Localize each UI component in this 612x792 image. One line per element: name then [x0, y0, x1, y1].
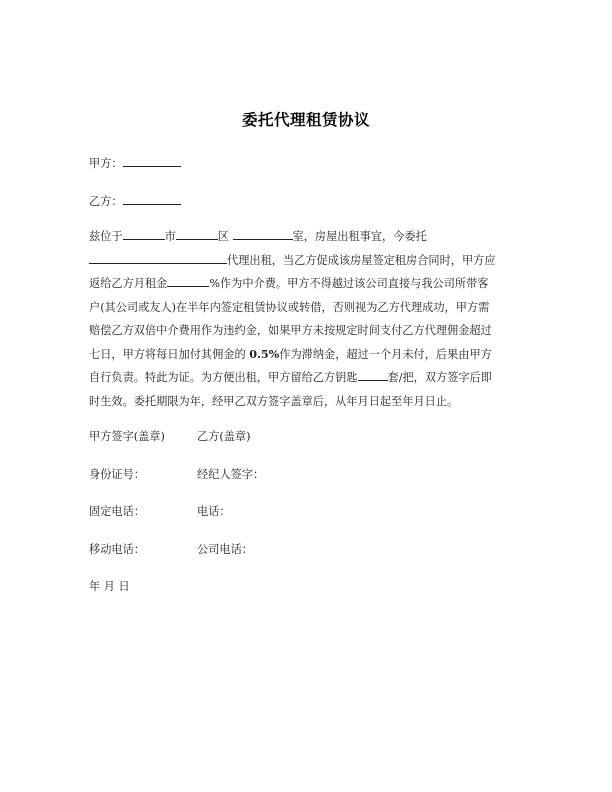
text-agency: 代理出租，当乙方促成该房屋签定租房合同时，甲方应 — [227, 253, 496, 267]
text-fee: %作为中介费。甲方不得越过该公司直接与我公司所带客 — [209, 277, 489, 290]
text-city: 市 — [164, 230, 176, 243]
party-b-blank — [123, 193, 181, 205]
district-blank — [176, 228, 218, 240]
date-label: 年 月 日 — [89, 580, 130, 593]
text-penalty: 七日，甲方将每日加付其佣金的 — [89, 347, 250, 361]
party-a-label: 甲方： — [89, 157, 123, 170]
room-blank — [233, 228, 293, 240]
party-b-sign-label: 乙方(盖章) — [197, 430, 251, 443]
agreement-body — [89, 225, 529, 413]
keys-blank — [358, 369, 388, 381]
city-blank — [123, 228, 165, 240]
body-line-1 — [89, 225, 529, 249]
party-a-blank — [123, 155, 181, 167]
document-title: 委托代理租赁协议 — [241, 110, 370, 129]
party-b-line — [89, 193, 181, 209]
id-number-label: 身份证号： — [89, 468, 145, 481]
text-keys: 自行负责。特此为证。为方便出租，甲方留给乙方钥匙 — [89, 371, 358, 384]
text-located-at: 兹位于 — [89, 230, 123, 243]
body-line-2 — [89, 249, 529, 273]
penalty-rate: 0.5% — [249, 346, 280, 361]
landline-label: 固定电话： — [89, 505, 145, 518]
text-district: 区 — [217, 230, 233, 243]
body-line-6 — [89, 343, 529, 367]
text-rent-return: 返给乙方月租金 — [89, 277, 168, 290]
body-line-5: 赔偿乙方双倍中介费用作为违约金，如果甲方未按规定时间支付乙方代理佣金超过 — [89, 324, 492, 337]
body-line-3 — [89, 272, 529, 296]
text-sets: 套/把，双方签字后即 — [387, 371, 492, 384]
party-b-label: 乙方： — [89, 195, 123, 208]
body-line-4: 户(其公司或友人)在半年内签定租赁协议或转借，否则视为乙方代理成功，甲方需 — [89, 300, 490, 314]
party-a-line — [89, 155, 181, 171]
company-phone-label: 公司电话： — [197, 543, 253, 556]
text-room: 室，房屋出租事宜，今委托 — [292, 230, 427, 243]
party-a-sign-label: 甲方签字(盖章) — [89, 430, 165, 443]
body-line-8: 时生效。委托期限为年，经甲乙双方签字盖章后，从年月日起至年月日止。 — [89, 394, 459, 408]
agent-name-blank — [89, 252, 227, 264]
mobile-label: 移动电话： — [89, 543, 145, 556]
text-late-fee: 作为滞纳金，超过一个月未付，后果由甲方 — [279, 347, 492, 361]
phone-label: 电话： — [197, 505, 231, 518]
agent-sign-label: 经纪人签字： — [197, 468, 265, 481]
body-line-7 — [89, 366, 529, 390]
percent-blank — [167, 275, 209, 287]
